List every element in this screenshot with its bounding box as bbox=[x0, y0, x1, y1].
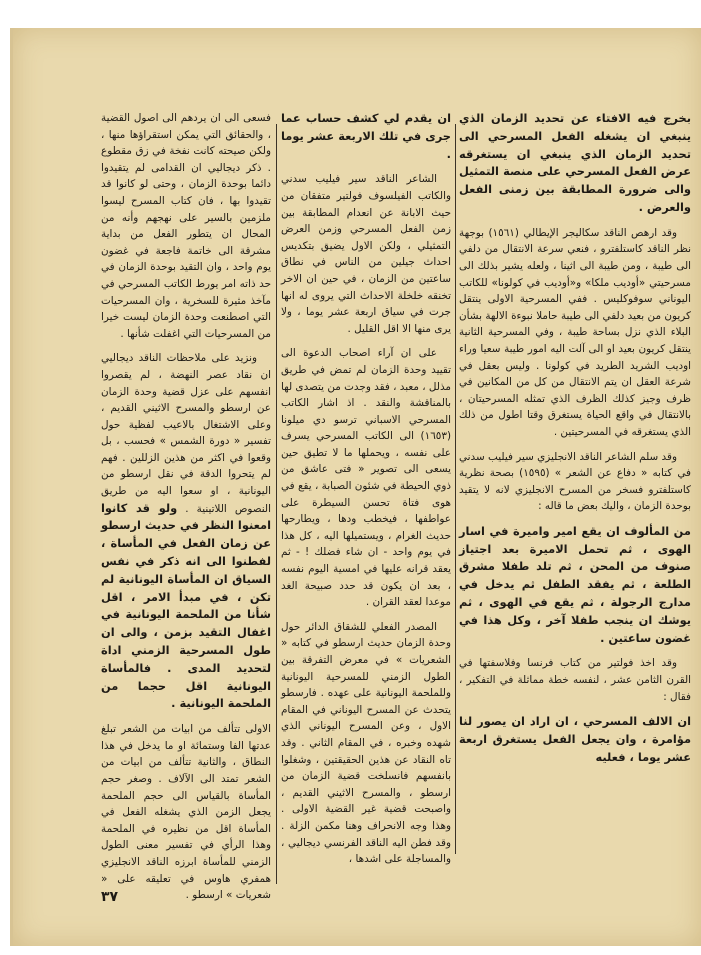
paragraph: وقد سلم الشاعر الناقد الانجليزي سير فيليب سدني في كتابه « دفاع عن الشعر » (١٥٩٥) بصحة نظرية كاستلفترو فسخر من المسرح الانجليزي لانه لا يتقيد بوحدة الزمان ، واليك بعض ما قاله : bbox=[459, 450, 691, 513]
quote-paragraph: ان يقدم لي كشف حساب عما جرى في تلك الاربعة عشر يوما . bbox=[281, 111, 451, 161]
quote-paragraph: ان الالف المسرحي ، ان اراد ان يصور لنا مؤامرة ، وان يجعل الفعل يستغرق اربعة عشر يوما ، فعليه bbox=[459, 714, 691, 764]
paragraph: وقد اخذ فولتير من كتاب فرنسا وفلاسفتها في القرن الثامن عشر ، لنفسه خطة مماثلة في التفكير ، فقال : bbox=[459, 657, 691, 703]
paragraph: بخرج فيه الافتاء عن تحديد الزمان الذي ينبغي ان يشغله الفعل المسرحي الى تحديد الزمان الذي ينبغي ان يستغرقه عرض الفعل المسرحي على منصة التمثيل والى ضرورة المطابقة بين زمنى الفعل والعرض . bbox=[459, 111, 691, 214]
page-number: ٣٧ bbox=[101, 889, 119, 905]
paragraph: فسعى الى ان يردهم الى اصول القضية ، والحقائق التي يمكن استقراؤها منها ، ولكن صيحته كانت نفخة في زق مقطوع . ذكر ديجاليي ان القدامى لم يتقيدوا دائما بوحدة الزمان ، وحتى لو كانوا قد تقيدوا بها ، فان كتاب المسرح ليسوا ملزمين بالسير على نهجهم وأنه من المحال ان يتطور الفعل من بداية مشرقة الى خاتمة فاجعة في غضون يوم واحد ، وان التقيد بوحدة الزمان في حد ذاته امر يورط الكاتب المسرحي في مآخذ مثيرة للسخرية ، وان المسرحيات التي اصطنعت وحدة الزمان ليست خيرا من المسرحيات التي اغفلت شأنها . bbox=[101, 112, 271, 340]
text-column-right bbox=[459, 110, 691, 872]
paragraph: المصدر الفعلي للشقاق الدائر حول وحدة الزمان حديث ارسطو في كتابه « الشعريات » في معرض التفرقة بين الطول الزمني للمسرحية اليونانية وللملحمة اليونانية على عهده . فارسطو يتحدث عن المسرح اليوناني في المقام الاول ، وعن المسرح اليوناني الذي شهده وخبره ، في المقام الثاني . وقد تاه النقاد عن هذين الحقيقتين ، وشغلوا بانفسهم فانسلخت قضية الزمان من ارسطو ، والمسرح الاثيني القديم ، واصبحت قضية غير القضية الاولى . وهذا وجه الانحراف وهنا مكمن الزلة . وقد فطن اليه الناقد الفرنسي ديجاليي ، والمساجلة على اشدها ، bbox=[281, 620, 451, 866]
paragraph: وقد ارهص الناقد سكاليجر الإيطالي (١٥٦١) بوجهة نظر الناقد كاستلفترو ، فنعي سرعة الانتقال من دلفي الى طيبة ، ومن طيبة الى اثينا ، ولعله يشير بذلك الى مسرحيتي «أوديب ملكا» و«أوديب في كولونا» للكاتب اليوناني سوفوكليس . ففي المسرحية الاولى ينتقل كريون من بعيد دلفي الى طيبة حاملا نبوءة الالهة بشأن البلاء الذي نزل بساحة طيبة ، وفي المسرحية الثانية ينتقل كريون بعيد او الى آلت اليه امور طيبة سعيا وراء اوديب الشريد الطريد في كولونا . وليس بعقل في شرعة العقل ان يتم الانتقال من كل من المكانين في ظرف وجيز كذلك الظرف الذي تمثله المسرحيتان ، بالانتقال في واقع الحياة يستغرق وقتا اطول من ذلك الذي يستغرقه في المسرحيتين . bbox=[459, 226, 691, 438]
paragraph: الشاعر الناقد سير فيليب سدني والكاتب الفيلسوف فولتير متفقان من حيث الابانة عن انعدام المطابقة بين زمن الفعل المسرحي وزمن العرض التمثيلي ، ولكن الاول يضيق بتكديس احداث جيلين من الناس في نطاق ساعتين من الزمان ، في حين ان الاخر تخنقه خلخلة الاحداث التي يروى له انها جرت في سياق اربعة عشر يوما ، ولا يرى منها الا اقل القليل . bbox=[281, 173, 451, 335]
magazine-page bbox=[10, 28, 701, 946]
column-divider bbox=[276, 124, 277, 884]
paragraph-text: ونزيد على ملاحظات الناقد ديجاليي ان نقاد عصر النهضة ، لم يقصروا انفسهم على عزل قضية وحدة الزمان عن ارسطو والمسرح الاثيني القديم ، وعلى الاشتغال بالاعيب لفظية حول تفسير « دورة الشمس » فحسب ، بل وقعوا في اكثر من هذين الزللين . فهم لم يتحروا الدقة في نقل ارسطو من اليونانية ، او سعوا اليه من طريق النصوص اللاتينية . bbox=[101, 352, 271, 515]
quote-paragraph: من المألوف ان يقع امير واميرة في اسار الهوى ، ثم تحمل الاميرة بعد اجتياز صنوف من المحن ، ثم تلد طفلا مشرق الطلعة ، ثم يفقد الطفل ثم يدخل في مدارج الرجولة ، ثم يقع في الهوى ، ثم يوشك ان ينجب طفلا آخر ، وكل هذا في غضون ساعتين . bbox=[459, 523, 691, 645]
text-column-middle bbox=[281, 110, 451, 872]
paragraph: على ان آراء اصحاب الدعوة الى تقييد وحدة الزمان لم تمض في طريق مذلل ، معبد ، فقد وجدت من يتصدى لها بالمناقشة والنقد . اذ اشار الكاتب المسرحي الاسباني ترسو دي ميلونا (١٦٥٣) الى الكاتب المسرحي يسرف على نفسه ، ويحملها ما لا تطيق حين يسعى الى تصوير « فتى عاشق من ذوي الحيطة في شئون الصبابة ، يقع في هوى فتاة تحسن السيطرة على عواطفها ، فيخطب ودها ، ويطارحها حديث الغرام ، ويستميلها اليه ، كل هذا في يوم واحد - ان شاء فضلك ! - ثم يعقد قرانه عليها في امسية اليوم نفسه ، بعد ان يكون قد حدد صبيحة الغد موعدا لعقد القران . bbox=[281, 347, 451, 609]
emphasis-text: ولو قد كانوا امعنوا النظر في حديث ارسطو عن زمان الفعل في المأساة ، لفطنوا الى انه ذكر في نفس السياق ان المأساة اليونانية لم تكن ، في مبدأ الامر ، اقل شأنا من الملحمة اليونانية في اغفال التقيد بزمن ، والى ان طول المسرحية الزمني اداة لتحديد المدى . فالمأساة اليونانية اقل حجما من الملحمة اليونانية . bbox=[101, 500, 271, 711]
paragraph bbox=[101, 350, 271, 713]
paragraph: الاولى تتألف من ابيات من الشعر تبلغ عدتها الفا وستمائة او ما يدخل في هذا النطاق ، والثانية تتألف من ابيات من الشعر تمتد الى الآلاف . وصغر حجم المأساة بالقياس الى حجم الملحمة يجعل الزمن الذي يشغله الفعل في المأساة اقل من نظيره في الملحمة وهذا الرأي في تفسير معنى الطول الزمني للمأساة ابرزه الناقد الانجليزي همفري هاوس في تعليقه على « شعريات » ارسطو . bbox=[101, 723, 271, 902]
column-divider bbox=[455, 124, 456, 854]
